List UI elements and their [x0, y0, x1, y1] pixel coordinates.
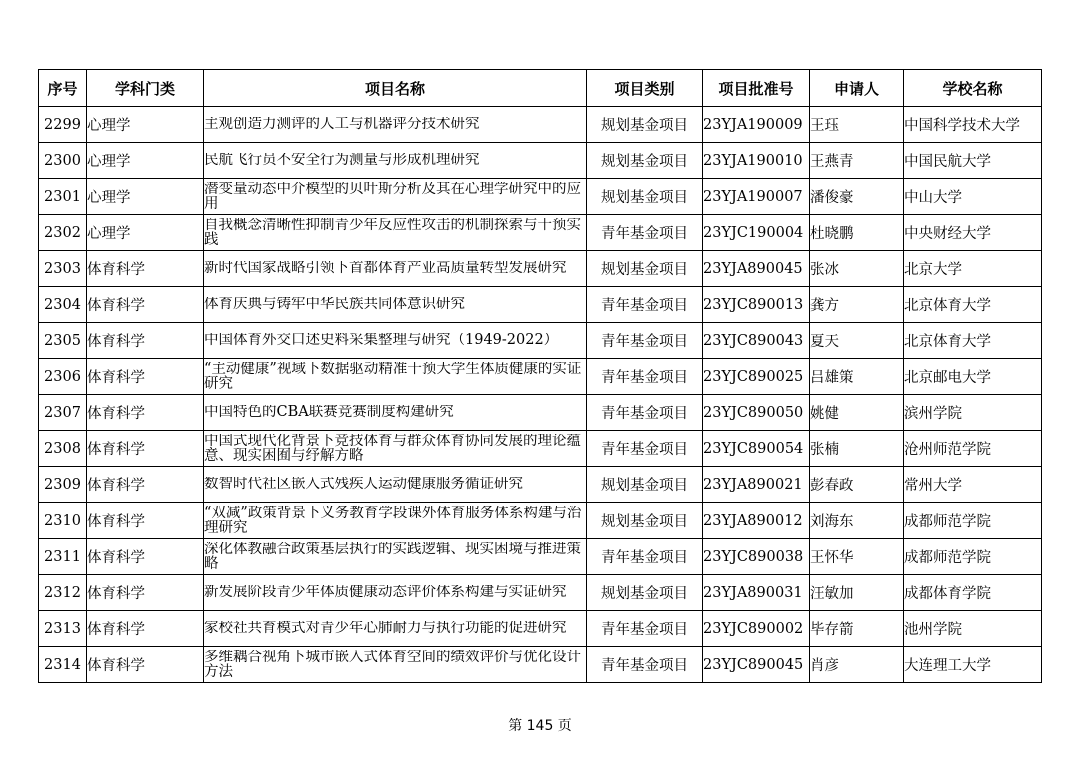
- cell-applicant: 肖彦: [810, 647, 904, 683]
- cell-applicant: 张楠: [810, 431, 904, 467]
- cell-school: 北京体育大学: [904, 323, 1042, 359]
- cell-serial: 2300: [39, 143, 87, 179]
- project-title-text: 潜变量动态中介模型的贝叶斯分析及其在心理学研究中的应用: [204, 181, 581, 212]
- cell-school: 成都师范学院: [904, 503, 1042, 539]
- table-row: [39, 323, 1042, 359]
- cell-serial: 2314: [39, 647, 87, 683]
- cell-applicant: 夏天: [810, 323, 904, 359]
- table-row: [39, 611, 1042, 647]
- project-title-text: “主动健康”视域下数据驱动精准干预大学生体质健康的实证研究: [204, 361, 582, 392]
- cell-discipline: 体育科学: [87, 323, 204, 359]
- project-title-text: 深化体教融合政策基层执行的实践逻辑、现实困境与推进策略: [204, 541, 581, 572]
- cell-applicant: 刘海东: [810, 503, 904, 539]
- cell-serial: 2305: [39, 323, 87, 359]
- cell-discipline: 体育科学: [87, 251, 204, 287]
- cell-project-category: 规划基金项目: [587, 467, 703, 503]
- header-project-title: 项目名称: [204, 70, 587, 107]
- cell-project-category: 青年基金项目: [587, 287, 703, 323]
- cell-project-title: [204, 107, 587, 143]
- header-discipline: 学科门类: [87, 70, 204, 107]
- cell-school: 北京大学: [904, 251, 1042, 287]
- cell-discipline: 心理学: [87, 215, 204, 251]
- cell-school: 滨州学院: [904, 395, 1042, 431]
- cell-project-title: [204, 251, 587, 287]
- table-row: [39, 251, 1042, 287]
- cell-school: 中山大学: [904, 179, 1042, 215]
- cell-project-category: 规划基金项目: [587, 107, 703, 143]
- table-row: [39, 287, 1042, 323]
- cell-applicant: 吕雄策: [810, 359, 904, 395]
- cell-project-title: [204, 323, 587, 359]
- cell-serial: 2307: [39, 395, 87, 431]
- cell-school: 常州大学: [904, 467, 1042, 503]
- cell-serial: 2313: [39, 611, 87, 647]
- cell-project-title: [204, 179, 587, 215]
- cell-school: 中国科学技术大学: [904, 107, 1042, 143]
- project-title-text: 家校社共育模式对青少年心肺耐力与执行功能的促进研究: [204, 621, 567, 636]
- cell-applicant: 潘俊豪: [810, 179, 904, 215]
- cell-serial: 2304: [39, 287, 87, 323]
- cell-discipline: 心理学: [87, 107, 204, 143]
- cell-approval-number: 23YJA190009: [703, 107, 810, 143]
- project-title-text: 体育庆典与铸牢中华民族共同体意识研究: [204, 297, 465, 312]
- table-row: [39, 575, 1042, 611]
- cell-project-title: [204, 503, 587, 539]
- table-row: [39, 503, 1042, 539]
- cell-project-category: 青年基金项目: [587, 647, 703, 683]
- cell-approval-number: 23YJC890025: [703, 359, 810, 395]
- cell-project-title: [204, 287, 587, 323]
- cell-project-title: [204, 431, 587, 467]
- cell-serial: 2308: [39, 431, 87, 467]
- cell-project-title: [204, 359, 587, 395]
- cell-approval-number: 23YJC190004: [703, 215, 810, 251]
- cell-applicant: 王珏: [810, 107, 904, 143]
- cell-applicant: 汪敏加: [810, 575, 904, 611]
- cell-project-category: 青年基金项目: [587, 611, 703, 647]
- cell-project-category: 规划基金项目: [587, 503, 703, 539]
- cell-approval-number: 23YJC890038: [703, 539, 810, 575]
- project-title-text: 新时代国家战略引领下首都体育产业高质量转型发展研究: [204, 261, 567, 276]
- cell-serial: 2311: [39, 539, 87, 575]
- cell-discipline: 心理学: [87, 179, 204, 215]
- cell-discipline: 心理学: [87, 143, 204, 179]
- cell-project-category: 青年基金项目: [587, 323, 703, 359]
- cell-discipline: 体育科学: [87, 539, 204, 575]
- cell-project-category: 青年基金项目: [587, 359, 703, 395]
- header-approval-number: 项目批准号: [703, 70, 810, 107]
- cell-discipline: 体育科学: [87, 431, 204, 467]
- project-title-text: 中国式现代化背景下竞技体育与群众体育协同发展的理论蕴意、现实困囿与纾解方略: [204, 433, 581, 464]
- cell-discipline: 体育科学: [87, 575, 204, 611]
- cell-approval-number: 23YJC890050: [703, 395, 810, 431]
- cell-project-category: 青年基金项目: [587, 431, 703, 467]
- cell-applicant: 张冰: [810, 251, 904, 287]
- cell-applicant: 杜晓鹏: [810, 215, 904, 251]
- cell-serial: 2310: [39, 503, 87, 539]
- header-row: [39, 70, 1042, 107]
- cell-discipline: 体育科学: [87, 503, 204, 539]
- cell-approval-number: 23YJC890013: [703, 287, 810, 323]
- cell-project-title: [204, 215, 587, 251]
- table-row: [39, 467, 1042, 503]
- cell-school: 北京邮电大学: [904, 359, 1042, 395]
- table-body: [39, 107, 1042, 683]
- project-title-text: 民航飞行员不安全行为测量与形成机理研究: [204, 153, 480, 168]
- cell-project-title: [204, 611, 587, 647]
- cell-serial: 2309: [39, 467, 87, 503]
- cell-school: 大连理工大学: [904, 647, 1042, 683]
- cell-discipline: 体育科学: [87, 395, 204, 431]
- cell-project-category: 规划基金项目: [587, 575, 703, 611]
- cell-project-category: 青年基金项目: [587, 539, 703, 575]
- cell-school: 成都体育学院: [904, 575, 1042, 611]
- header-school: 学校名称: [904, 70, 1042, 107]
- cell-school: 池州学院: [904, 611, 1042, 647]
- project-table: [38, 69, 1042, 683]
- project-title-text: 主观创造力测评的人工与机器评分技术研究: [204, 117, 480, 132]
- cell-project-title: [204, 575, 587, 611]
- cell-serial: 2299: [39, 107, 87, 143]
- cell-approval-number: 23YJA890045: [703, 251, 810, 287]
- cell-project-category: 规划基金项目: [587, 143, 703, 179]
- table-row: [39, 395, 1042, 431]
- cell-applicant: 姚健: [810, 395, 904, 431]
- cell-serial: 2303: [39, 251, 87, 287]
- cell-approval-number: 23YJC890054: [703, 431, 810, 467]
- cell-project-title: [204, 647, 587, 683]
- cell-project-category: 青年基金项目: [587, 395, 703, 431]
- cell-approval-number: 23YJC890045: [703, 647, 810, 683]
- cell-school: 中央财经大学: [904, 215, 1042, 251]
- cell-approval-number: 23YJC890002: [703, 611, 810, 647]
- page-number: 第 145 页: [508, 718, 572, 734]
- cell-project-title: [204, 395, 587, 431]
- project-title-text: 新发展阶段青少年体质健康动态评价体系构建与实证研究: [204, 585, 567, 600]
- table-row: [39, 179, 1042, 215]
- table-row: [39, 359, 1042, 395]
- cell-school: 北京体育大学: [904, 287, 1042, 323]
- table-row: [39, 431, 1042, 467]
- header-serial: 序号: [39, 70, 87, 107]
- table-row: [39, 107, 1042, 143]
- header-project-category: 项目类别: [587, 70, 703, 107]
- table-row: [39, 143, 1042, 179]
- cell-approval-number: 23YJA890031: [703, 575, 810, 611]
- project-title-text: 中国体育外交口述史料采集整理与研究（1949-2022）: [204, 333, 559, 348]
- cell-applicant: 王怀华: [810, 539, 904, 575]
- cell-discipline: 体育科学: [87, 611, 204, 647]
- cell-approval-number: 23YJA190010: [703, 143, 810, 179]
- project-title-text: 中国特色的CBA联赛竞赛制度构建研究: [204, 405, 454, 420]
- project-title-text: 数智时代社区嵌入式残疾人运动健康服务循证研究: [204, 477, 523, 492]
- project-title-text: 自我概念清晰性抑制青少年反应性攻击的机制探索与干预实践: [204, 217, 581, 248]
- header-applicant: 申请人: [810, 70, 904, 107]
- table-row: [39, 539, 1042, 575]
- cell-serial: 2312: [39, 575, 87, 611]
- cell-applicant: 王燕青: [810, 143, 904, 179]
- cell-discipline: 体育科学: [87, 287, 204, 323]
- cell-approval-number: 23YJC890043: [703, 323, 810, 359]
- cell-project-category: 规划基金项目: [587, 251, 703, 287]
- cell-project-title: [204, 539, 587, 575]
- project-title-text: “双减”政策背景下义务教育学段课外体育服务体系构建与治理研究: [204, 505, 582, 536]
- cell-project-category: 规划基金项目: [587, 179, 703, 215]
- cell-discipline: 体育科学: [87, 467, 204, 503]
- cell-project-category: 青年基金项目: [587, 215, 703, 251]
- cell-approval-number: 23YJA890012: [703, 503, 810, 539]
- table-row: [39, 215, 1042, 251]
- cell-school: 沧州师范学院: [904, 431, 1042, 467]
- cell-applicant: 彭春政: [810, 467, 904, 503]
- cell-approval-number: 23YJA890021: [703, 467, 810, 503]
- cell-project-title: [204, 467, 587, 503]
- cell-project-title: [204, 143, 587, 179]
- cell-serial: 2302: [39, 215, 87, 251]
- cell-applicant: 毕存箭: [810, 611, 904, 647]
- project-title-text: 多维耦合视角下城市嵌入式体育空间的绩效评价与优化设计方法: [204, 649, 581, 680]
- cell-discipline: 体育科学: [87, 647, 204, 683]
- cell-serial: 2301: [39, 179, 87, 215]
- cell-discipline: 体育科学: [87, 359, 204, 395]
- cell-applicant: 龚方: [810, 287, 904, 323]
- cell-school: 中国民航大学: [904, 143, 1042, 179]
- table-row: [39, 647, 1042, 683]
- cell-serial: 2306: [39, 359, 87, 395]
- cell-school: 成都师范学院: [904, 539, 1042, 575]
- cell-approval-number: 23YJA190007: [703, 179, 810, 215]
